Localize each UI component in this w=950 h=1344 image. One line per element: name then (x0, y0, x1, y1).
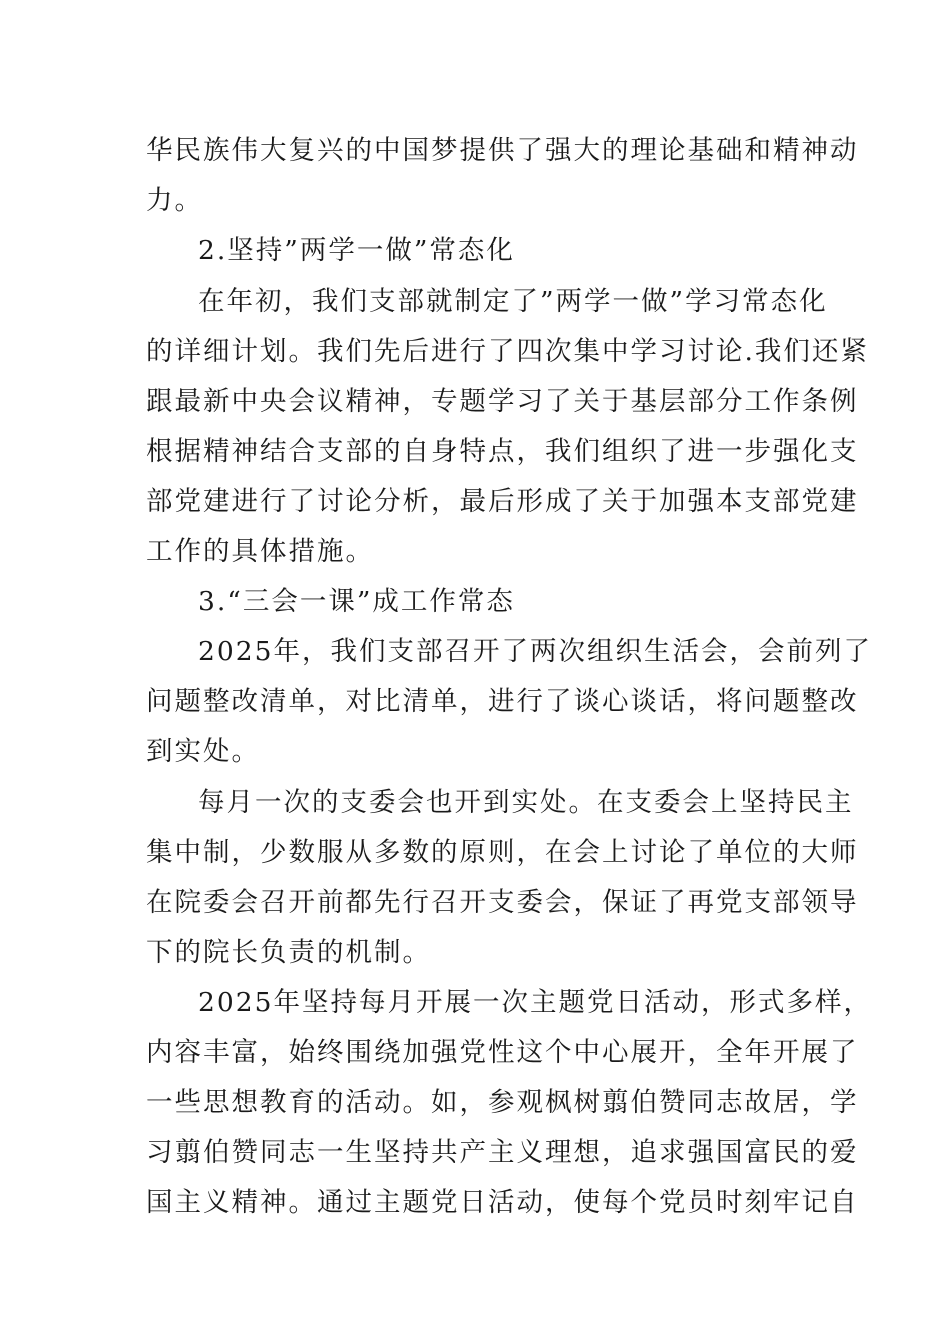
paragraph-line: 根据精神结合支部的自身特点，我们组织了进一步强化支 (146, 436, 859, 467)
paragraph-line: 集中制，少数服从多数的原则，在会上讨论了单位的大师 (146, 837, 859, 868)
paragraph-line: 工作的具体措施。 (146, 536, 374, 567)
paragraph-line: 国主义精神。通过主题党日活动，使每个党员时刻牢记自 (146, 1187, 859, 1218)
paragraph-line: 内容丰富，始终围绕加强党性这个中心展开，全年开展了 (146, 1037, 859, 1068)
paragraph-line: 到实处。 (146, 736, 260, 767)
paragraph-line: 部党建进行了讨论分析，最后形成了关于加强本支部党建 (146, 486, 859, 517)
paragraph-line: 下的院长负责的机制。 (146, 937, 431, 968)
paragraph-line: 习翦伯赞同志一生坚持共产主义理想，追求强国富民的爱 (146, 1137, 859, 1168)
paragraph-line: 在年初，我们支部就制定了”两学一做”学习常态化 (198, 286, 828, 317)
paragraph-line: 跟最新中央会议精神，专题学习了关于基层部分工作条例 (146, 386, 859, 417)
paragraph-line: 问题整改清单，对比清单，进行了谈心谈话，将问题整改 (146, 686, 859, 717)
paragraph-line: 力。 (146, 185, 203, 216)
paragraph-line: 2025年坚持每月开展一次主题党日活动，形式多样， (198, 987, 872, 1018)
paragraph-line: 华民族伟大复兴的中国梦提供了强大的理论基础和精神动 (146, 135, 859, 166)
paragraph-line: 2025年，我们支部召开了两次组织生活会，会前列了 (198, 636, 872, 667)
section-heading: 2.坚持”两学一做”常态化 (198, 235, 515, 266)
paragraph-line: 每月一次的支委会也开到实处。在支委会上坚持民主 (198, 787, 854, 818)
paragraph-line: 在院委会召开前都先行召开支委会，保证了再党支部领导 (146, 887, 859, 918)
section-heading: 3.“三会一课”成工作常态 (198, 586, 515, 617)
paragraph-line: 的详细计划。我们先后进行了四次集中学习讨论.我们还紧 (146, 336, 869, 367)
paragraph-line: 一些思想教育的活动。如，参观枫树翦伯赞同志故居，学 (146, 1087, 859, 1118)
